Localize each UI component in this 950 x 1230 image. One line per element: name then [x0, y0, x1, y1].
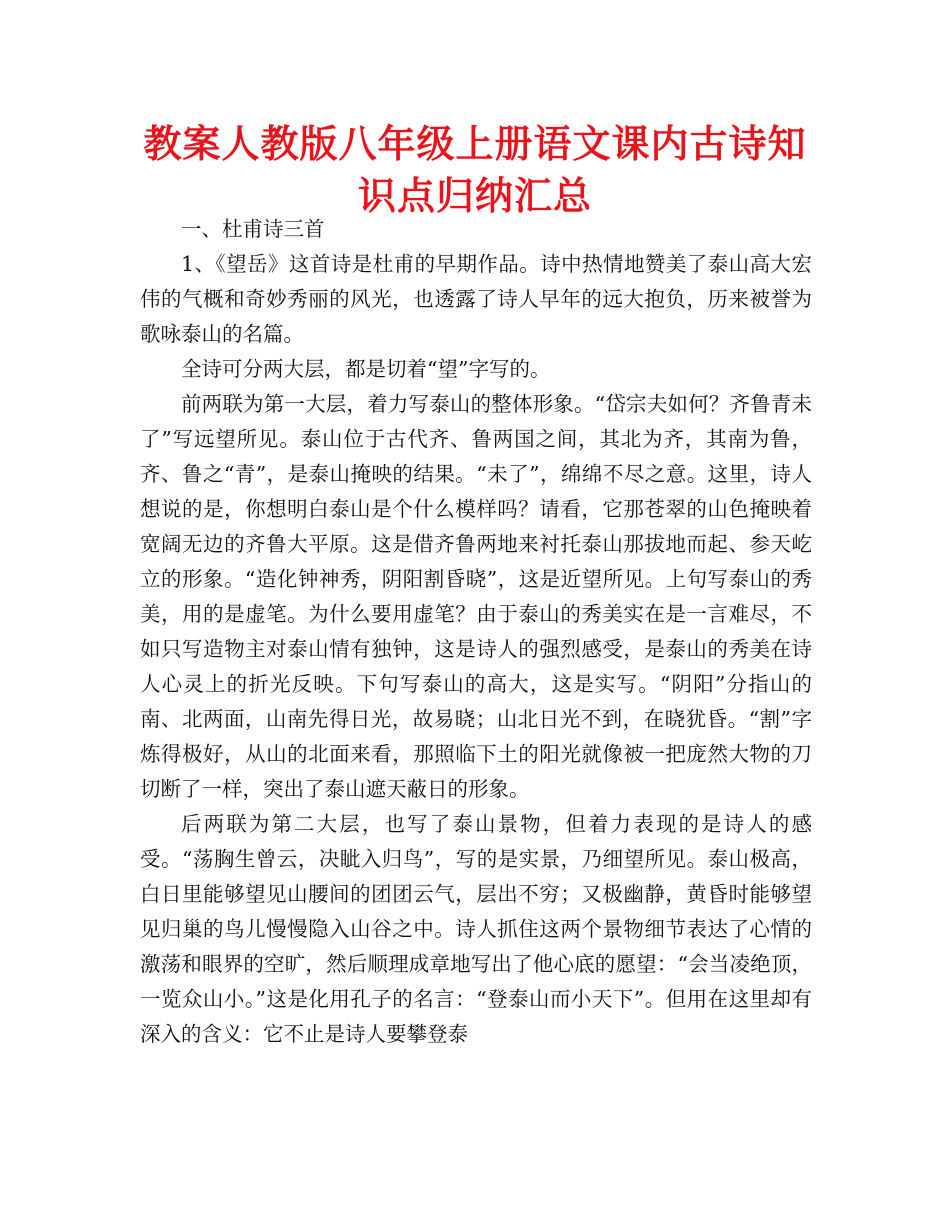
paragraph: 全诗可分两大层，都是切着“望”字写的。: [181, 357, 551, 381]
document-title: 教案人教版八年级上册语文课内古诗知识点归纳汇总: [143, 122, 807, 218]
paragraph: 1、《望岳》这首诗是杜甫的早期作品。诗中热情地赞美了泰山高大宏伟的气概和奇妙秀丽的风光，也透露了诗人早年的远大抱负，历来被誉为歌咏泰山的名篇。: [140, 252, 812, 346]
paragraph: 后两联为第二大层，也写了泰山景物，但着力表现的是诗人的感受。“荡胸生曾云，决眦入归鸟”，写的是实景，乃细望所见。泰山极高，白日里能够望见山腰间的团团云气，层出不穷；又极幽静，黄昏时能够望见归巢的鸟儿慢慢隐入山谷之中。诗人抓住这两个景物细节表达了心情的激荡和眼界的空旷，然后顺理成章地写出了他心底的愿望：“会当凌绝顶，一览众山小。”这是化用孔子的名言：“登泰山而小天下”。但用在这里却有深入的含义：它不止是诗人要攀登泰: [140, 812, 812, 1046]
paragraph: 前两联为第一大层，着力写泰山的整体形象。“岱宗夫如何？齐鲁青未了”写远望所见。泰山位于古代齐、鲁两国之间，其北为齐，其南为鲁，齐、鲁之“青”，是泰山掩映的结果。“未了”，绵绵不尽之意。这里，诗人想说的是，你想明白泰山是个什么模样吗？请看，它那苍翠的山色掩映着宽阔无边的齐鲁大平原。这是借齐鲁两地来衬托泰山那拔地而起、参天屹立的形象。“造化钟神秀，阴阳割昏晓”，这是近望所见。上句写泰山的秀美，用的是虚笔。为什么要用虚笔？由于泰山的秀美实在是一言难尽，不如只写造物主对泰山情有独钟，这是诗人的强烈感受，是泰山的秀美在诗人心灵上的折光反映。下句写泰山的高大，这是实写。“阴阳”分指山的南、北两面，山南先得日光，故易晓；山北日光不到，在晓犹昏。“割”字炼得极好，从山的北面来看，那照临下土的阳光就像被一把庞然大物的刀切断了一样，突出了泰山遮天蔽日的形象。: [140, 392, 812, 801]
document-body: [140, 212, 812, 1052]
section-heading: 一、杜甫诗三首: [181, 217, 325, 241]
